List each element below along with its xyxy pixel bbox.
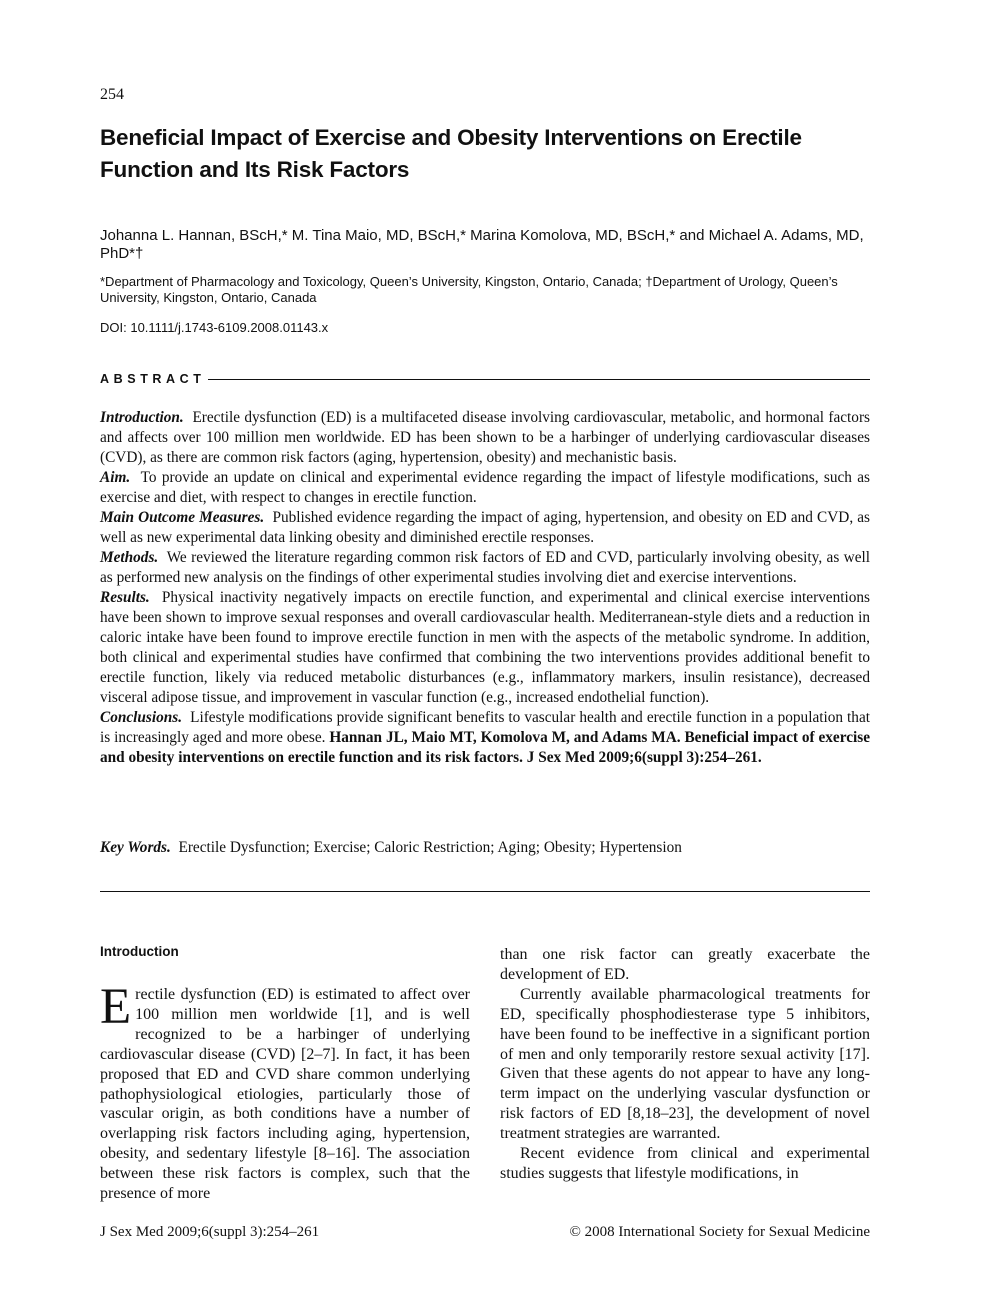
abstract-introduction-text: Erectile dysfunction (ED) is a multifaceted disease involving cardiovascular, metabolic, and hormonal factors and affects over 100 million men worldwide. ED has been shown to be a harbinger of underlying cardiovascular diseases (CVD), as there are common risk factors (aging, hypertension, obesity) and mechanistic basis. — [100, 409, 870, 466]
abstract-methods-text: We reviewed the literature regarding common risk factors of ED and CVD, particularly involving obesity, as well as performed new analysis on the findings of other experimental studies involving diet and exercise interventions. — [100, 549, 870, 586]
introduction-paragraph-2: Currently available pharmacological treatments for ED, specifically phosphodiesterase type 5 inhibitors, have been found to be ineffective in a significant portion of men and only temporarily restore sexual activity [17]. Given that these agents do not appear to have any long-term impact on the underlying vascular dysfunction or risk factors of ED [8,18–23], the development of novel treatment strategies are warranted. — [500, 985, 870, 1143]
abstract-results — [100, 588, 870, 708]
abstract-conclusions-label: Conclusions. — [100, 709, 183, 726]
author-list: Johanna L. Hannan, BScH,* M. Tina Maio, MD, BScH,* Marina Komolova, MD, BScH,* and Michael A. Adams, MD, PhD*† — [100, 227, 864, 262]
doi[interactable]: DOI: 10.1111/j.1743-6109.2008.01143.x — [100, 320, 329, 335]
journal-citation-footer: J Sex Med 2009;6(suppl 3):254–261 — [100, 1224, 320, 1240]
abstract-heading: ABSTRACT — [100, 372, 206, 386]
abstract-rule — [208, 379, 870, 380]
abstract-outcome-label: Main Outcome Measures. — [100, 509, 265, 526]
keywords — [100, 838, 870, 858]
copyright-footer: © 2008 International Society for Sexual Medicine — [569, 1224, 870, 1240]
keywords-text: Erectile Dysfunction; Exercise; Caloric Restriction; Aging; Obesity; Hypertension — [178, 839, 682, 856]
introduction-paragraph-3: Recent evidence from clinical and experimental studies suggests that lifestyle modifications, in — [500, 1145, 870, 1182]
right-column — [500, 945, 870, 1184]
drop-cap: E — [100, 979, 132, 1035]
abstract-aim-label: Aim. — [100, 469, 131, 486]
abstract-outcome-text: Published evidence regarding the impact of aging, hypertension, and obesity on ED and CVD, as well as new experimental data linking obesity and diminished erectile responses. — [100, 509, 870, 546]
abstract-results-text: Physical inactivity negatively impacts on erectile function, and experimental and clinical exercise interventions have been shown to improve sexual responses and overall cardiovascular health. Mediterranean-style diets and a reduction in caloric intake have been found to improve erectile function in men with the aspects of the metabolic syndrome. In addition, both clinical and experimental studies have confirmed that combining the two interventions provides additional benefit to erectile function, likely via reduced metabolic disturbances (e.g., inflammatory markers, insulin resistance), decreased visceral adipose tissue, and improvement in vascular function (e.g., increased endothelial function). — [100, 589, 870, 706]
introduction-heading: Introduction — [100, 944, 179, 959]
page-number: 254 — [100, 86, 124, 103]
introduction-paragraph-1-continued: than one risk factor can greatly exacerbate the development of ED. — [500, 946, 870, 983]
abstract-body — [100, 408, 870, 768]
abstract-header — [100, 372, 870, 386]
abstract-aim-text: To provide an update on clinical and experimental evidence regarding the impact of lifestyle modifications, such as exercise and diet, with respect to changes in erectile function. — [100, 469, 870, 506]
article-title: Beneficial Impact of Exercise and Obesity Interventions on Erectile Function and Its Risk Factors — [100, 125, 802, 182]
abstract-methods — [100, 548, 870, 588]
abstract-methods-label: Methods. — [100, 549, 159, 566]
abstract-conclusions — [100, 708, 870, 768]
abstract-outcome — [100, 508, 870, 548]
abstract-results-label: Results. — [100, 589, 150, 606]
keywords-label: Key Words. — [100, 839, 171, 856]
left-column — [100, 979, 470, 1204]
abstract-introduction — [100, 408, 870, 468]
introduction-paragraph-1-text: rectile dysfunction (ED) is estimated to affect over 100 million men worldwide [1], and is well recognized to be a harbinger of underlying cardiovascular disease (CVD) [2–7]. In fact, it has been proposed that ED and CVD share common underlying pathophysiological etiologies, particularly those of vascular origin, as both conditions have a number of overlapping risk factors including aging, hypertension, obesity, and sedentary lifestyle [8–16]. The association between these risk factors is complex, such that the presence of more — [100, 986, 470, 1203]
section-divider — [100, 891, 870, 892]
abstract-citation: Hannan JL, Maio MT, Komolova M, and Adams MA. Beneficial impact of exercise and obesity interventions on erectile function and its risk factors. J Sex Med 2009;6(suppl 3):254–261. — [100, 729, 870, 766]
affiliation: *Department of Pharmacology and Toxicology, Queen’s University, Kingston, Ontario, Canada; †Department of Urology, Queen’s University, Kingston, Ontario, Canada — [100, 274, 838, 305]
abstract-conclusions-text: Lifestyle modifications provide significant benefits to vascular health and erectile function in a population that is increasingly aged and more obese. — [100, 709, 870, 746]
abstract-aim — [100, 468, 870, 508]
introduction-paragraph-1 — [100, 979, 470, 1204]
abstract-introduction-label: Introduction. — [100, 409, 184, 426]
